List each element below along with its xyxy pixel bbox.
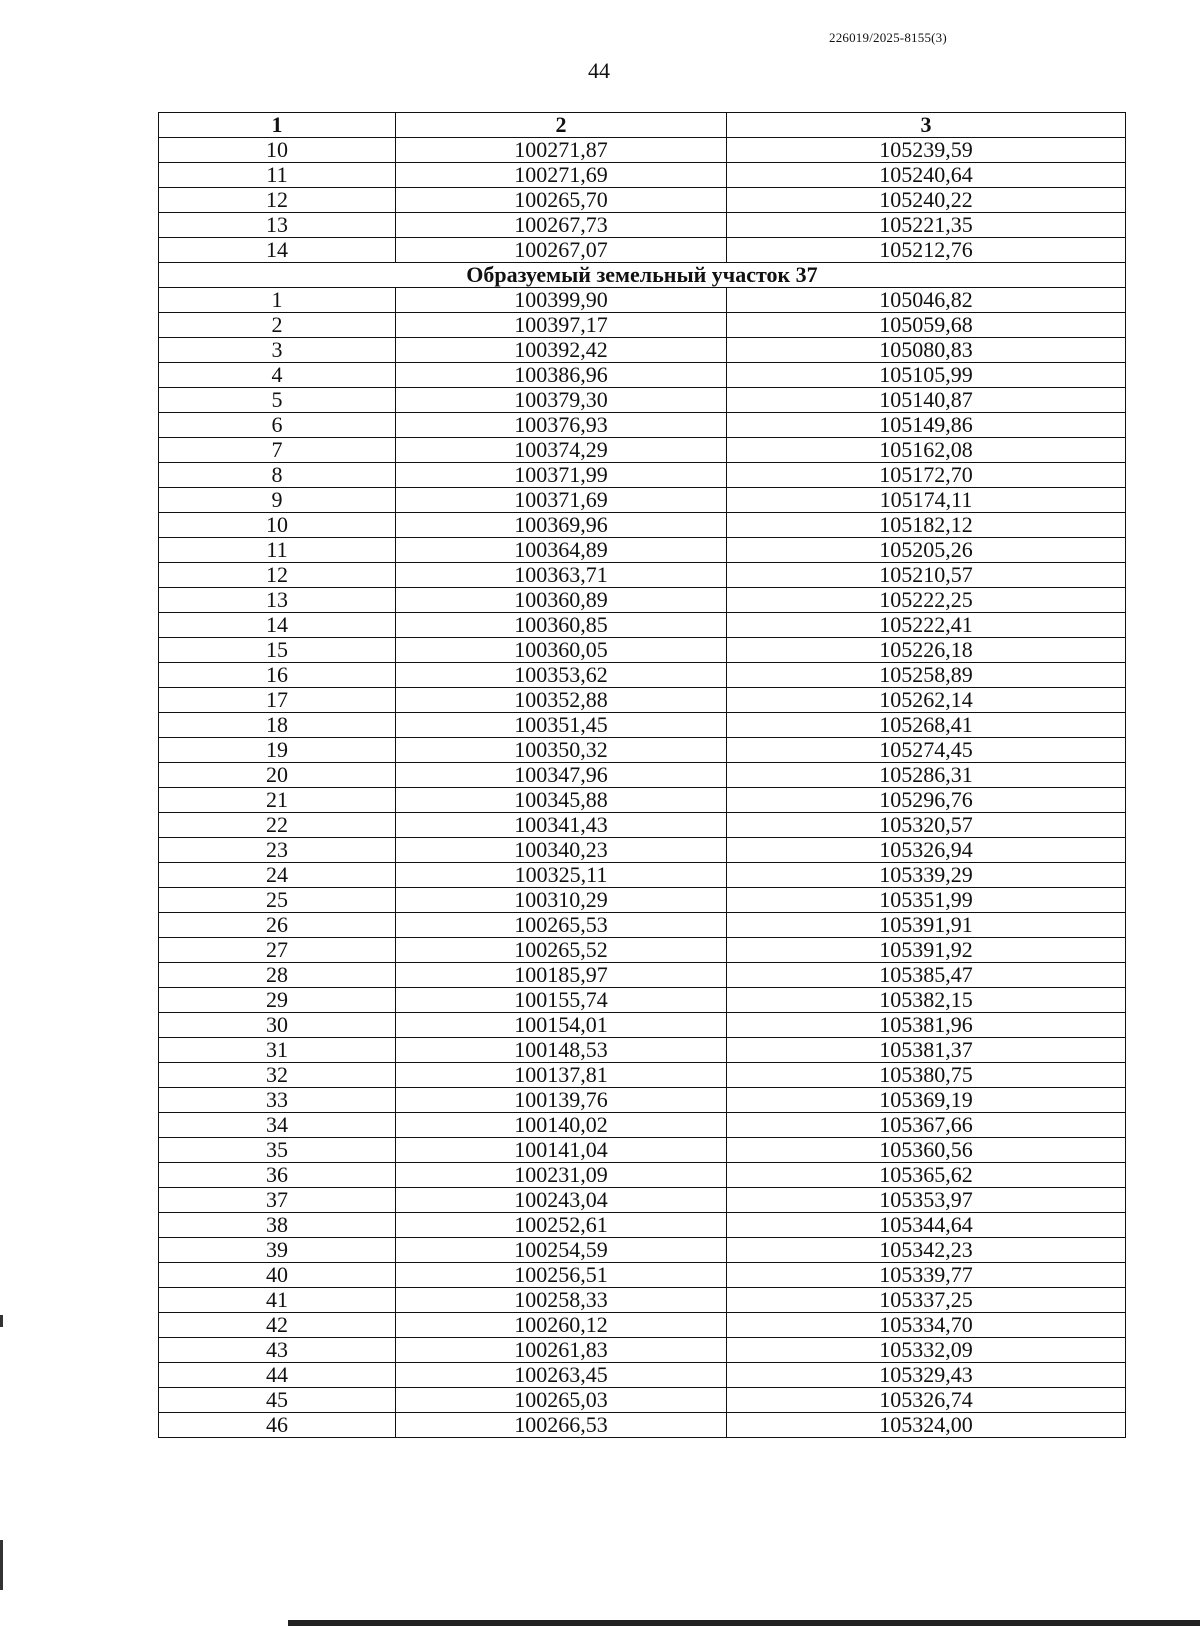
section-title: Образуемый земельный участок 37 (159, 263, 1126, 288)
x-coordinate-cell: 100140,02 (396, 1113, 727, 1138)
y-coordinate-cell: 105385,47 (727, 963, 1126, 988)
y-coordinate-cell: 105391,92 (727, 938, 1126, 963)
y-coordinate-cell: 105182,12 (727, 513, 1126, 538)
column-header-2: 2 (396, 113, 727, 138)
x-coordinate-cell: 100360,85 (396, 613, 727, 638)
table-row (159, 988, 1126, 1013)
y-coordinate-cell: 105172,70 (727, 463, 1126, 488)
table-row (159, 1288, 1126, 1313)
point-number-cell: 8 (159, 463, 396, 488)
x-coordinate-cell: 100267,07 (396, 238, 727, 263)
point-number-cell: 46 (159, 1413, 396, 1438)
x-coordinate-cell: 100254,59 (396, 1238, 727, 1263)
table-row (159, 563, 1126, 588)
table-row (159, 288, 1126, 313)
y-coordinate-cell: 105381,96 (727, 1013, 1126, 1038)
table-row (159, 1138, 1126, 1163)
x-coordinate-cell: 100256,51 (396, 1263, 727, 1288)
document-id: 226019/2025-8155(3) (829, 30, 947, 45)
table-row (159, 438, 1126, 463)
x-coordinate-cell: 100364,89 (396, 538, 727, 563)
x-coordinate-cell: 100341,43 (396, 813, 727, 838)
x-coordinate-cell: 100267,73 (396, 213, 727, 238)
x-coordinate-cell: 100325,11 (396, 863, 727, 888)
point-number-cell: 29 (159, 988, 396, 1013)
point-number-cell: 45 (159, 1388, 396, 1413)
x-coordinate-cell: 100374,29 (396, 438, 727, 463)
table-row (159, 1163, 1126, 1188)
x-coordinate-cell: 100271,87 (396, 138, 727, 163)
table-row (159, 1338, 1126, 1363)
y-coordinate-cell: 105369,19 (727, 1088, 1126, 1113)
point-number-cell: 38 (159, 1213, 396, 1238)
table-row (159, 1213, 1126, 1238)
table-row (159, 138, 1126, 163)
x-coordinate-cell: 100345,88 (396, 788, 727, 813)
x-coordinate-cell: 100369,96 (396, 513, 727, 538)
point-number-cell: 24 (159, 863, 396, 888)
y-coordinate-cell: 105326,74 (727, 1388, 1126, 1413)
x-coordinate-cell: 100252,61 (396, 1213, 727, 1238)
y-coordinate-cell: 105162,08 (727, 438, 1126, 463)
y-coordinate-cell: 105268,41 (727, 713, 1126, 738)
x-coordinate-cell: 100379,30 (396, 388, 727, 413)
table-row (159, 938, 1126, 963)
point-number-cell: 22 (159, 813, 396, 838)
x-coordinate-cell: 100260,12 (396, 1313, 727, 1338)
x-coordinate-cell: 100399,90 (396, 288, 727, 313)
x-coordinate-cell: 100360,05 (396, 638, 727, 663)
y-coordinate-cell: 105140,87 (727, 388, 1126, 413)
y-coordinate-cell: 105382,15 (727, 988, 1126, 1013)
point-number-cell: 12 (159, 563, 396, 588)
table-row (159, 863, 1126, 888)
point-number-cell: 41 (159, 1288, 396, 1313)
x-coordinate-cell: 100351,45 (396, 713, 727, 738)
column-header-3: 3 (727, 113, 1126, 138)
point-number-cell: 5 (159, 388, 396, 413)
y-coordinate-cell: 105105,99 (727, 363, 1126, 388)
point-number-cell: 30 (159, 1013, 396, 1038)
y-coordinate-cell: 105360,56 (727, 1138, 1126, 1163)
point-number-cell: 18 (159, 713, 396, 738)
table-row (159, 188, 1126, 213)
x-coordinate-cell: 100148,53 (396, 1038, 727, 1063)
y-coordinate-cell: 105080,83 (727, 338, 1126, 363)
table-row (159, 1263, 1126, 1288)
point-number-cell: 40 (159, 1263, 396, 1288)
x-coordinate-cell: 100261,83 (396, 1338, 727, 1363)
y-coordinate-cell: 105367,66 (727, 1113, 1126, 1138)
point-number-cell: 39 (159, 1238, 396, 1263)
table-row (159, 338, 1126, 363)
table-row (159, 963, 1126, 988)
y-coordinate-cell: 105339,77 (727, 1263, 1126, 1288)
y-coordinate-cell: 105222,25 (727, 588, 1126, 613)
x-coordinate-cell: 100265,53 (396, 913, 727, 938)
table-row (159, 538, 1126, 563)
point-number-cell: 37 (159, 1188, 396, 1213)
point-number-cell: 31 (159, 1038, 396, 1063)
point-number-cell: 44 (159, 1363, 396, 1388)
table-row (159, 1088, 1126, 1113)
page-number: 44 (588, 58, 610, 83)
y-coordinate-cell: 105381,37 (727, 1038, 1126, 1063)
y-coordinate-cell: 105380,75 (727, 1063, 1126, 1088)
y-coordinate-cell: 105210,57 (727, 563, 1126, 588)
table-row (159, 313, 1126, 338)
y-coordinate-cell: 105226,18 (727, 638, 1126, 663)
x-coordinate-cell: 100258,33 (396, 1288, 727, 1313)
y-coordinate-cell: 105326,94 (727, 838, 1126, 863)
x-coordinate-cell: 100386,96 (396, 363, 727, 388)
point-number-cell: 26 (159, 913, 396, 938)
x-coordinate-cell: 100154,01 (396, 1013, 727, 1038)
x-coordinate-cell: 100350,32 (396, 738, 727, 763)
point-number-cell: 16 (159, 663, 396, 688)
point-number-cell: 28 (159, 963, 396, 988)
y-coordinate-cell: 105391,91 (727, 913, 1126, 938)
x-coordinate-cell: 100263,45 (396, 1363, 727, 1388)
table-row (159, 1038, 1126, 1063)
point-number-cell: 11 (159, 163, 396, 188)
x-coordinate-cell: 100231,09 (396, 1163, 727, 1188)
y-coordinate-cell: 105334,70 (727, 1313, 1126, 1338)
y-coordinate-cell: 105337,25 (727, 1288, 1126, 1313)
point-number-cell: 9 (159, 488, 396, 513)
table-row (159, 163, 1126, 188)
table-body-plot-37 (159, 288, 1126, 1438)
table-row (159, 1313, 1126, 1338)
table-row (159, 1063, 1126, 1088)
table-row (159, 1113, 1126, 1138)
point-number-cell: 35 (159, 1138, 396, 1163)
table-row (159, 1388, 1126, 1413)
x-coordinate-cell: 100243,04 (396, 1188, 727, 1213)
point-number-cell: 1 (159, 288, 396, 313)
coordinates-table (158, 112, 1126, 1438)
x-coordinate-cell: 100265,52 (396, 938, 727, 963)
table-row (159, 663, 1126, 688)
table-row (159, 838, 1126, 863)
y-coordinate-cell: 105046,82 (727, 288, 1126, 313)
point-number-cell: 3 (159, 338, 396, 363)
y-coordinate-cell: 105353,97 (727, 1188, 1126, 1213)
y-coordinate-cell: 105240,64 (727, 163, 1126, 188)
x-coordinate-cell: 100360,89 (396, 588, 727, 613)
y-coordinate-cell: 105324,00 (727, 1413, 1126, 1438)
point-number-cell: 12 (159, 188, 396, 213)
y-coordinate-cell: 105239,59 (727, 138, 1126, 163)
section-header-row (159, 263, 1126, 288)
point-number-cell: 32 (159, 1063, 396, 1088)
table-row (159, 738, 1126, 763)
x-coordinate-cell: 100185,97 (396, 963, 727, 988)
x-coordinate-cell: 100397,17 (396, 313, 727, 338)
point-number-cell: 21 (159, 788, 396, 813)
point-number-cell: 15 (159, 638, 396, 663)
x-coordinate-cell: 100352,88 (396, 688, 727, 713)
table-row (159, 1188, 1126, 1213)
x-coordinate-cell: 100347,96 (396, 763, 727, 788)
point-number-cell: 10 (159, 138, 396, 163)
y-coordinate-cell: 105296,76 (727, 788, 1126, 813)
y-coordinate-cell: 105059,68 (727, 313, 1126, 338)
column-header-1: 1 (159, 113, 396, 138)
point-number-cell: 13 (159, 213, 396, 238)
x-coordinate-cell: 100371,99 (396, 463, 727, 488)
x-coordinate-cell: 100265,03 (396, 1388, 727, 1413)
y-coordinate-cell: 105344,64 (727, 1213, 1126, 1238)
table-row (159, 488, 1126, 513)
x-coordinate-cell: 100266,53 (396, 1413, 727, 1438)
table-row (159, 688, 1126, 713)
y-coordinate-cell: 105240,22 (727, 188, 1126, 213)
scan-margin-mark (0, 1540, 3, 1590)
point-number-cell: 25 (159, 888, 396, 913)
point-number-cell: 33 (159, 1088, 396, 1113)
point-number-cell: 43 (159, 1338, 396, 1363)
y-coordinate-cell: 105222,41 (727, 613, 1126, 638)
y-coordinate-cell: 105258,89 (727, 663, 1126, 688)
y-coordinate-cell: 105339,29 (727, 863, 1126, 888)
x-coordinate-cell: 100363,71 (396, 563, 727, 588)
table-row (159, 388, 1126, 413)
point-number-cell: 6 (159, 413, 396, 438)
table-row (159, 413, 1126, 438)
y-coordinate-cell: 105351,99 (727, 888, 1126, 913)
table-row (159, 363, 1126, 388)
y-coordinate-cell: 105329,43 (727, 1363, 1126, 1388)
point-number-cell: 14 (159, 238, 396, 263)
x-coordinate-cell: 100376,93 (396, 413, 727, 438)
point-number-cell: 7 (159, 438, 396, 463)
x-coordinate-cell: 100392,42 (396, 338, 727, 363)
y-coordinate-cell: 105365,62 (727, 1163, 1126, 1188)
point-number-cell: 14 (159, 613, 396, 638)
y-coordinate-cell: 105212,76 (727, 238, 1126, 263)
x-coordinate-cell: 100310,29 (396, 888, 727, 913)
point-number-cell: 4 (159, 363, 396, 388)
table-row (159, 463, 1126, 488)
point-number-cell: 34 (159, 1113, 396, 1138)
table-row (159, 638, 1126, 663)
x-coordinate-cell: 100271,69 (396, 163, 727, 188)
y-coordinate-cell: 105221,35 (727, 213, 1126, 238)
y-coordinate-cell: 105205,26 (727, 538, 1126, 563)
table-row (159, 513, 1126, 538)
table-row (159, 713, 1126, 738)
y-coordinate-cell: 105332,09 (727, 1338, 1126, 1363)
y-coordinate-cell: 105262,14 (727, 688, 1126, 713)
x-coordinate-cell: 100139,76 (396, 1088, 727, 1113)
scan-bottom-edge (288, 1620, 1200, 1626)
x-coordinate-cell: 100141,04 (396, 1138, 727, 1163)
x-coordinate-cell: 100265,70 (396, 188, 727, 213)
point-number-cell: 23 (159, 838, 396, 863)
point-number-cell: 2 (159, 313, 396, 338)
scan-margin-mark (0, 1315, 3, 1327)
point-number-cell: 17 (159, 688, 396, 713)
point-number-cell: 19 (159, 738, 396, 763)
table-row (159, 1238, 1126, 1263)
y-coordinate-cell: 105274,45 (727, 738, 1126, 763)
table-row (159, 238, 1126, 263)
y-coordinate-cell: 105149,86 (727, 413, 1126, 438)
point-number-cell: 42 (159, 1313, 396, 1338)
table-row (159, 763, 1126, 788)
table-row (159, 913, 1126, 938)
table-row (159, 813, 1126, 838)
point-number-cell: 36 (159, 1163, 396, 1188)
table-row (159, 1013, 1126, 1038)
point-number-cell: 27 (159, 938, 396, 963)
y-coordinate-cell: 105286,31 (727, 763, 1126, 788)
table-row (159, 1413, 1126, 1438)
table-row (159, 613, 1126, 638)
table-row (159, 213, 1126, 238)
x-coordinate-cell: 100155,74 (396, 988, 727, 1013)
x-coordinate-cell: 100371,69 (396, 488, 727, 513)
table-body-previous-plot (159, 138, 1126, 263)
table-row (159, 588, 1126, 613)
x-coordinate-cell: 100340,23 (396, 838, 727, 863)
x-coordinate-cell: 100353,62 (396, 663, 727, 688)
y-coordinate-cell: 105320,57 (727, 813, 1126, 838)
point-number-cell: 20 (159, 763, 396, 788)
x-coordinate-cell: 100137,81 (396, 1063, 727, 1088)
point-number-cell: 10 (159, 513, 396, 538)
table-row (159, 1363, 1126, 1388)
table-row (159, 788, 1126, 813)
point-number-cell: 11 (159, 538, 396, 563)
table-header-row (159, 113, 1126, 138)
y-coordinate-cell: 105342,23 (727, 1238, 1126, 1263)
point-number-cell: 13 (159, 588, 396, 613)
table-row (159, 888, 1126, 913)
y-coordinate-cell: 105174,11 (727, 488, 1126, 513)
